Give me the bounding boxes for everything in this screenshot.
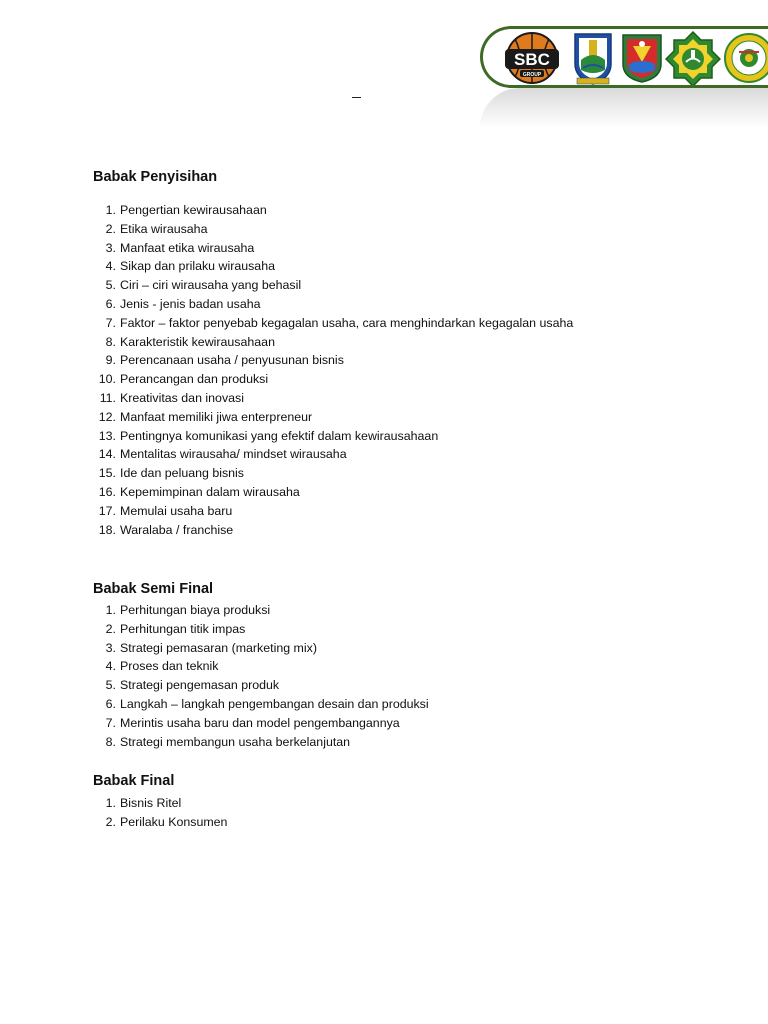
item-number: 3.: [105, 640, 116, 655]
item-number: 7.: [105, 315, 116, 330]
item-text: Sikap dan prilaku wirausaha: [120, 259, 275, 274]
list-item: [93, 314, 653, 333]
item-text: Pentingnya komunikasi yang efektif dalam kewirausahaan: [120, 428, 439, 443]
regency-emblem: [620, 32, 664, 84]
item-number: 6.: [105, 296, 116, 311]
item-number: 8.: [105, 734, 116, 749]
item-number: 15.: [98, 466, 116, 481]
list-item: [93, 427, 653, 446]
item-number: 7.: [105, 715, 116, 730]
item-text: Perilaku Konsumen: [120, 814, 228, 829]
item-text: Waralaba / franchise: [120, 522, 234, 537]
jawa-timur-emblem: [571, 30, 615, 86]
list-item: [93, 220, 653, 239]
sbc-logo-text: SBC: [514, 50, 550, 69]
list-item: [93, 620, 653, 639]
sbc-logo-subtext: GROUP: [522, 72, 542, 78]
item-text: Strategi pemasaran (marketing mix): [120, 640, 317, 655]
item-text: Manfaat etika wirausaha: [120, 240, 255, 255]
topic-list: [93, 201, 653, 539]
item-number: 1.: [105, 603, 116, 617]
item-number: 14.: [98, 447, 116, 462]
list-item: [93, 813, 653, 832]
item-text: Mentalitas wirausaha/ mindset wirausaha: [120, 447, 347, 462]
item-text: Faktor – faktor penyebab kegagalan usaha, cara menghindarkan kegagalan usaha: [120, 315, 574, 330]
list-item: [93, 657, 653, 676]
item-text: Perencanaan usaha / penyusunan bisnis: [120, 353, 344, 368]
item-text: Strategi membangun usaha berkelanjutan: [120, 734, 351, 749]
list-item: [93, 370, 653, 389]
section-babak-semi-final: [93, 579, 653, 751]
item-text: Perhitungan biaya produksi: [120, 603, 271, 617]
item-text: Kreativitas dan inovasi: [120, 390, 244, 405]
list-item: [93, 794, 653, 813]
item-text: Merintis usaha baru dan model pengembangannya: [120, 715, 400, 730]
item-number: 5.: [105, 678, 116, 693]
item-number: 9.: [105, 353, 116, 368]
sbc-group-logo: [503, 32, 561, 84]
item-text: Karakteristik kewirausahaan: [120, 334, 275, 349]
item-number: 6.: [105, 696, 116, 711]
list-item: [93, 389, 653, 408]
item-number: 10.: [98, 372, 116, 387]
banner-shadow: [480, 88, 768, 128]
school-emblem: [721, 32, 768, 84]
list-item: [93, 239, 653, 258]
item-text: Perancangan dan produksi: [120, 372, 269, 387]
list-item: [93, 714, 653, 733]
item-number: 11.: [99, 390, 116, 405]
item-number: 18.: [98, 522, 116, 537]
list-item: [93, 276, 653, 295]
item-text: Manfaat memiliki jiwa enterpreneur: [120, 409, 313, 424]
item-number: 4.: [105, 259, 116, 274]
section-babak-penyisihan: [93, 167, 653, 539]
list-item: [93, 295, 653, 314]
item-number: 5.: [105, 278, 116, 293]
item-text: Langkah – langkah pengembangan desain dan produksi: [120, 696, 429, 711]
item-number: 1.: [105, 796, 116, 810]
item-number: 1.: [105, 203, 116, 217]
list-item: [93, 695, 653, 714]
item-text: Pengertian kewirausahaan: [120, 203, 267, 217]
item-number: 17.: [98, 503, 116, 518]
kemenag-emblem: [665, 31, 721, 87]
item-text: Strategi pengemasan produk: [120, 678, 280, 693]
item-text: Memulai usaha baru: [120, 503, 233, 518]
section-title: Babak Final: [93, 773, 175, 789]
list-item: [93, 464, 653, 483]
list-item: [93, 408, 653, 427]
list-item: [93, 201, 653, 220]
list-item: [93, 257, 653, 276]
item-number: 2.: [105, 621, 116, 636]
item-number: 12.: [98, 409, 116, 424]
topic-list: [93, 794, 653, 832]
item-text: Etika wirausaha: [120, 221, 208, 236]
item-text: Jenis - jenis badan usaha: [120, 296, 261, 311]
logo-banner: [480, 26, 768, 88]
item-text: Kepemimpinan dalam wirausaha: [120, 484, 300, 499]
list-item: [93, 333, 653, 352]
list-item: [93, 483, 653, 502]
item-text: Ciri – ciri wirausaha yang behasil: [120, 278, 302, 293]
item-number: 4.: [105, 659, 116, 674]
section-title: Babak Penyisihan: [93, 169, 218, 185]
item-text: Bisnis Ritel: [120, 796, 182, 810]
list-item: [93, 445, 653, 464]
section-title: Babak Semi Final: [93, 581, 214, 597]
list-item: [93, 521, 653, 540]
item-number: 3.: [105, 240, 116, 255]
list-item: [93, 502, 653, 521]
list-item: [93, 676, 653, 695]
item-number: 2.: [105, 221, 116, 236]
item-number: 8.: [105, 334, 116, 349]
section-babak-final: [93, 771, 653, 832]
item-text: Ide dan peluang bisnis: [120, 466, 245, 481]
item-number: 2.: [105, 814, 116, 829]
item-text: Perhitungan titik impas: [120, 621, 246, 636]
list-item: [93, 351, 653, 370]
list-item: [93, 639, 653, 658]
item-text: Proses dan teknik: [120, 659, 219, 674]
list-item: [93, 733, 653, 752]
list-item: [93, 601, 653, 620]
underscore-mark: [352, 97, 361, 98]
topic-list: [93, 601, 653, 751]
item-number: 13.: [98, 428, 116, 443]
item-number: 16.: [98, 484, 116, 499]
